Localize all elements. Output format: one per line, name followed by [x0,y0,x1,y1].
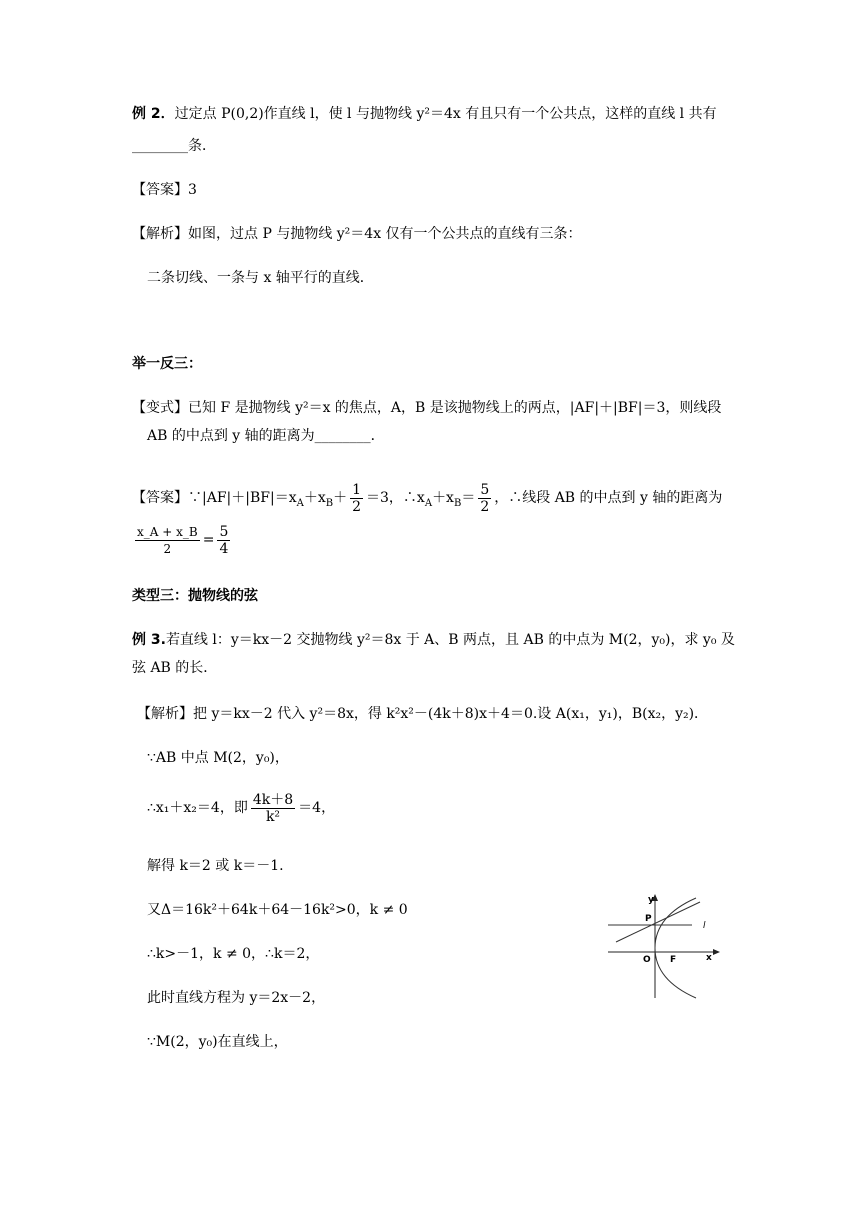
fraction-denominator: 4 [219,540,229,557]
ex2-text: 过定点 P(0,2)作直线 l，使 l 与抛物线 y²＝4x 有且只有一个公共点，这样的直线 l 共有 [174,106,717,122]
step-text: 把 y＝kx－2 代入 y²＝8x，得 k²x²－(4k＋8)x＋4＝0.设 A(x₁，y₁)，B(x₂，y₂)． [193,706,709,722]
ex2-analysis [132,224,582,244]
x-axis-arrow [713,949,720,955]
fraction-five-fourths [217,524,230,557]
ex3-step3 [147,790,335,826]
fraction-half [350,482,363,515]
ex3-step5: 又Δ＝16k²＋64k＋64－16k²>0，k ≠ 0 [147,902,408,918]
point-p-label: P [645,914,652,924]
heading-type3: 类型三：抛物线的弦 [132,588,258,604]
focus-label: F [670,955,677,965]
ans-text-e: ＋x [432,490,454,506]
sub-b: B [325,497,334,509]
variant-label: 【变式】 [132,400,188,416]
tangent-line [616,902,700,942]
x-axis-label: x [706,953,712,963]
ex3-step8: ∵M(2，y₀)在直线上， [147,1034,288,1050]
variant-line1 [132,398,721,418]
fraction-numerator: 1 [352,481,362,498]
ans-text-g: ，∴线段 AB 的中点到 y 轴的距离为 [494,490,723,506]
ans-text-c: ＋ [333,490,348,506]
answer-value: 3 [188,182,197,198]
ex2-line2: ________条． [132,138,216,154]
step-text: ＝4， [298,800,336,816]
ex3-step1 [137,704,708,724]
fraction-denominator: k² [265,808,281,825]
fraction-4k-plus-8-over-k2 [251,792,295,825]
ex3-analysis-label: 【解析】 [137,706,193,722]
ex3-step7: 此时直线方程为 y＝2x－2， [147,990,326,1006]
ex3-step4: 解得 k＝2 或 k＝－1. [147,858,284,874]
analysis-label: 【解析】 [132,226,188,242]
origin-label: O [643,955,651,965]
answer-label: 【答案】 [132,182,188,198]
equals-sign: = [202,532,215,548]
step-text: ∴x₁＋x₂＝4，即 [147,800,248,816]
ex3-label: 例 3. [132,632,166,648]
ex3-text: 若直线 l：y＝kx－2 交抛物线 y²＝8x 于 A、B 两点，且 AB 的中点为 M(2，y₀)，求 y₀ 及 [165,632,735,648]
fraction-numerator: 4k＋8 [252,791,294,808]
ex2-answer [132,180,197,200]
heading-practice: 举一反三： [132,356,202,372]
parabola-curve [655,898,696,998]
ans-text-d: ＝3，∴x [366,490,425,506]
fraction-midpoint [135,524,200,557]
fraction-denominator: 2 [480,498,490,515]
fraction-five-halves [478,482,491,515]
ex3-step6: ∴k>－1，k ≠ 0，∴k＝2， [147,946,320,962]
variant-text: 已知 F 是抛物线 y²＝x 的焦点，A，B 是该抛物线上的两点，|AF|＋|BF|＝3，则线段 [188,400,722,416]
variant-answer [132,480,722,516]
line-l-label: l [703,921,706,931]
sub-a: A [424,497,433,509]
ex2-analysis-line2: 二条切线、一条与 x 轴平行的直线． [147,270,374,286]
ex2-label: 例 2． [132,106,175,122]
ans-text-a: ∵|AF|＋|BF|＝x [188,490,297,506]
analysis-text: 如图，过点 P 与抛物线 y²＝4x 仅有一个公共点的直线有三条： [188,226,582,242]
ans-text-b: ＋x [303,490,326,506]
fraction-denominator: 2 [352,498,362,515]
ex2-line1 [132,104,717,124]
variant-line2: AB 的中点到 y 轴的距离为________． [147,428,385,444]
variant-answer-label: 【答案】 [132,490,188,506]
sub-a: A [296,497,304,509]
fraction-numerator: 5 [219,523,229,540]
ex3-step2: ∵AB 中点 M(2，y₀)， [147,750,289,766]
sub-b: B [453,497,462,509]
ans-text-f: ＝ [461,490,476,506]
parabola-figure [600,890,730,1002]
fraction-numerator: 5 [480,481,490,498]
ex3-line2: 弦 AB 的长． [132,660,218,676]
ex3-line1 [132,630,735,650]
fraction-denominator: 2 [163,541,172,556]
y-axis-label: y [648,895,654,905]
fraction-numerator: x_A + x_B [137,524,198,539]
variant-midpoint-formula [132,522,233,558]
